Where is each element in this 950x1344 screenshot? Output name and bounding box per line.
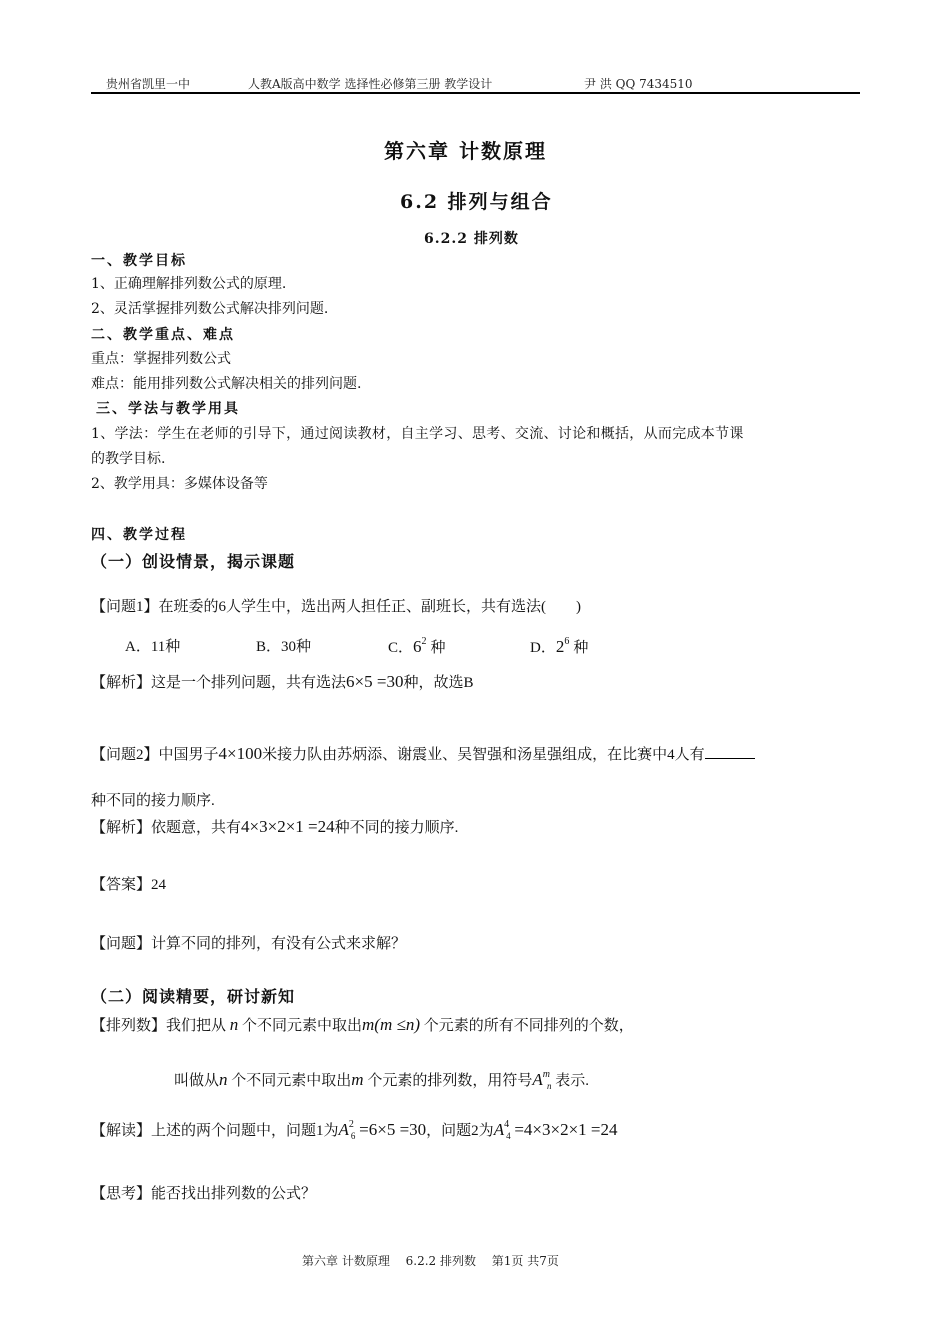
question-2-line-2: 种不同的接力顺序.	[91, 793, 215, 809]
def-mid: 个不同元素中取出	[242, 1018, 363, 1034]
option-c-prefix: C．	[388, 640, 414, 656]
header-author: 尹 洪 QQ 7434510	[584, 77, 693, 91]
analysis-2	[91, 815, 458, 840]
chapter-title: 第六章 计数原理	[384, 139, 547, 163]
analysis-1-math: 6×5 =30	[346, 672, 404, 691]
definition-line-2	[174, 1068, 589, 1095]
read-sym2-top: 4	[504, 1119, 510, 1130]
objectives-heading: 一、教学目标	[91, 253, 187, 269]
header-school: 贵州省凯里一中	[106, 77, 191, 91]
option-b: B．30种	[256, 639, 312, 655]
def2-mid: 个不同元素中取出	[231, 1073, 352, 1089]
option-c-base: 6	[413, 637, 422, 656]
header-rule	[91, 92, 860, 94]
methods-line-1: 1、学法：学生在老师的引导下，通过阅读教材，自主学习、思考、交流、讨论和概括，从而完成本节课	[91, 426, 744, 442]
objective-1: 1、正确理解排列数公式的原理.	[91, 276, 287, 292]
perm-symbol-bottom: n	[546, 1081, 552, 1091]
methods-line-2: 2、教学用具：多媒体设备等	[91, 476, 268, 492]
def2-m: m	[351, 1070, 364, 1089]
option-d-suffix: 种	[573, 640, 589, 656]
process-heading: 四、教学过程	[91, 527, 187, 543]
option-d-exp: 6	[564, 636, 570, 647]
question-2-prefix: 【问题2】中国男子	[91, 747, 219, 763]
analysis-2-suffix: 种不同的接力顺序.	[334, 820, 459, 836]
def2-mid2: 个元素的排列数，用符号	[367, 1073, 533, 1089]
option-d-base: 2	[555, 637, 565, 656]
option-d-prefix: D．	[530, 640, 556, 656]
def-math: m(m ≤n)	[362, 1015, 420, 1034]
perm-symbol: A	[532, 1070, 543, 1089]
analysis-1-suffix: 种，故选B	[403, 675, 474, 691]
read-sym2: A	[493, 1120, 505, 1139]
read-sym1: A	[338, 1120, 349, 1139]
option-c-suffix: 种	[430, 640, 446, 656]
option-c	[388, 635, 446, 662]
option-c-exp: 2	[421, 636, 427, 647]
keypoints-heading: 二、教学重点、难点	[91, 327, 235, 343]
analysis-1-prefix: 【解析】这是一个排列问题，共有选法	[91, 675, 347, 691]
question-2	[91, 742, 755, 767]
subsection-title: 6.2.2 排列数	[424, 231, 519, 247]
think-line: 【思考】能否找出排列数的公式？	[91, 1186, 317, 1202]
focus-line: 重点：掌握排列数公式	[91, 351, 231, 367]
analysis-1	[91, 670, 473, 695]
answer-blank	[705, 744, 755, 759]
question-2-math: 4×100	[218, 744, 263, 763]
definition-line-1	[91, 1013, 634, 1038]
objective-2: 2、灵活掌握排列数公式解决排列问题.	[91, 301, 329, 317]
question-1: 【问题1】在班委的6人学生中，选出两人担任正、副班长，共有选法( )	[91, 599, 581, 615]
perm-symbol-top: m	[542, 1069, 550, 1080]
interpretation-line	[91, 1118, 618, 1145]
analysis-2-prefix: 【解析】依题意，共有	[91, 820, 242, 836]
read-prefix: 【解读】上述的两个问题中，问题1为	[91, 1123, 339, 1139]
read-sym2-bottom: 4	[506, 1131, 511, 1141]
read-sym1-bottom: 6	[350, 1131, 356, 1141]
def-n: n	[229, 1015, 239, 1034]
part1-heading: （一）创设情景，揭示课题	[91, 552, 296, 571]
methods-line-1b: 的教学目标.	[91, 451, 166, 467]
part2-heading: （二）阅读精要，研讨新知	[91, 987, 296, 1006]
def2-n: n	[219, 1070, 228, 1089]
section-title: 6.2 排列与组合	[400, 191, 553, 213]
def-suffix: 个元素的所有不同排列的个数，	[423, 1018, 634, 1034]
def2-prefix: 叫做从	[174, 1073, 220, 1089]
footer-text: 第六章 计数原理 6.2.2 排列数 第1页 共7页	[302, 1254, 559, 1268]
def-prefix: 【排列数】我们把从	[91, 1018, 227, 1034]
read-mid: ，问题2为	[426, 1123, 494, 1139]
def2-suffix: 表示.	[555, 1073, 589, 1089]
option-d	[530, 635, 588, 662]
analysis-2-math: 4×3×2×1 =24	[241, 817, 335, 836]
question-3: 【问题】计算不同的排列，有没有公式来求解？	[91, 936, 407, 952]
option-a: A．11种	[125, 639, 181, 655]
answer-line: 【答案】24	[91, 877, 167, 893]
question-2-suffix: 米接力队由苏炳添、谢震业、吴智强和汤星强组成，在比赛中4人有	[262, 747, 705, 763]
header-book: 人教A版高中数学 选择性必修第三册 教学设计	[248, 77, 493, 91]
methods-heading: 三、学法与教学用具	[96, 401, 240, 417]
read-sym1-top: 2	[348, 1119, 354, 1130]
read-math-1: =6×5 =30	[359, 1120, 427, 1139]
difficulty-line: 难点：能用排列数公式解决相关的排列问题.	[91, 376, 362, 392]
read-math-2: =4×3×2×1 =24	[514, 1120, 618, 1139]
